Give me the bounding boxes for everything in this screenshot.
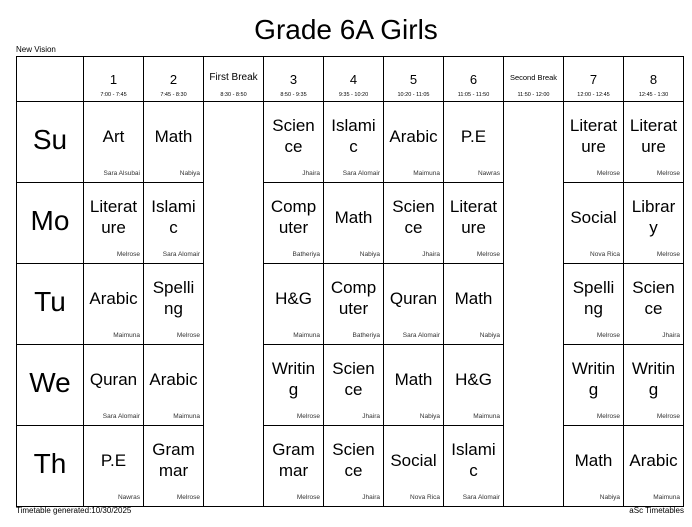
lesson-cell — [564, 183, 624, 264]
subject-name: Writin g — [271, 359, 316, 399]
lesson-cell — [624, 426, 684, 507]
subject-name: Scien ce — [392, 197, 435, 237]
lesson-cell — [624, 183, 684, 264]
lesson-cell — [264, 102, 324, 183]
break-cell — [204, 102, 264, 507]
day-row — [17, 264, 684, 345]
subject-name: Arabic — [89, 288, 138, 308]
subject-name: Scien ce — [332, 440, 375, 480]
subject-name: Literat ure — [569, 116, 618, 156]
teacher-name: Nabiya — [479, 332, 500, 339]
period-header — [624, 57, 684, 102]
lesson-cell — [384, 426, 444, 507]
subject-name: Social — [570, 207, 617, 227]
lesson-cell — [264, 264, 324, 345]
period-header — [264, 57, 324, 102]
lesson-cell — [144, 426, 204, 507]
subject-name: Islami c — [451, 440, 496, 480]
lesson-cell — [84, 426, 144, 507]
lesson-cell — [624, 345, 684, 426]
subject-name: P.E — [100, 450, 127, 470]
day-cell — [17, 102, 84, 183]
period-number: 5 — [409, 72, 418, 87]
teacher-name: Batheriya — [352, 332, 380, 339]
period-header — [564, 57, 624, 102]
lesson-cell — [264, 183, 324, 264]
teacher-name: Nabiya — [599, 494, 620, 501]
lesson-cell — [384, 264, 444, 345]
subject-name: Spelli ng — [152, 278, 195, 318]
period-header — [84, 57, 144, 102]
teacher-name: Jhaira — [422, 251, 440, 258]
subject-name: Librar y — [631, 197, 676, 237]
teacher-name: Melrose — [296, 494, 320, 501]
lesson-cell — [84, 183, 144, 264]
subject-name: Math — [574, 450, 613, 470]
teacher-name: Nabiya — [419, 413, 440, 420]
day-cell — [17, 183, 84, 264]
day-cell — [17, 345, 84, 426]
lesson-cell — [144, 345, 204, 426]
lesson-cell — [444, 426, 504, 507]
lesson-cell — [564, 345, 624, 426]
lesson-cell — [264, 345, 324, 426]
teacher-name: Nabiya — [179, 170, 200, 177]
period-number: 1 — [109, 72, 118, 87]
period-number: 8 — [649, 72, 658, 87]
subject-name: Writin g — [631, 359, 676, 399]
lesson-cell — [564, 102, 624, 183]
lesson-cell — [84, 264, 144, 345]
teacher-name: Nawras — [477, 170, 500, 177]
period-time: 12:45 - 1:30 — [638, 92, 669, 98]
break-header — [504, 57, 564, 102]
subject-name: Scien ce — [272, 116, 315, 156]
subject-name: Scien ce — [332, 359, 375, 399]
period-time: 8:50 - 9:35 — [280, 92, 307, 98]
lesson-cell — [144, 102, 204, 183]
period-time: 12:00 - 12:45 — [577, 92, 610, 98]
lesson-cell — [384, 183, 444, 264]
subject-name: Math — [154, 126, 193, 146]
subject-name: Arabic — [389, 126, 438, 146]
teacher-name: Jhaira — [362, 494, 380, 501]
period-number: 3 — [289, 72, 298, 87]
teacher-name: Maimuna — [113, 332, 140, 339]
break-header — [204, 57, 264, 102]
teacher-name: Melrose — [176, 332, 200, 339]
day-row — [17, 426, 684, 507]
page-title: Grade 6A Girls — [254, 14, 438, 45]
subject-name: H&G — [455, 369, 492, 389]
lesson-cell — [444, 345, 504, 426]
period-header — [144, 57, 204, 102]
break-cell — [504, 102, 564, 507]
period-time: 9:35 - 10:20 — [338, 92, 369, 98]
subject-name: H&G — [275, 288, 312, 308]
subject-name: Literat ure — [449, 197, 498, 237]
subject-name: Literat ure — [629, 116, 678, 156]
teacher-name: Jhaira — [362, 413, 380, 420]
brand-label: aSc Timetables — [629, 506, 684, 515]
teacher-name: Sara Alomair — [402, 332, 440, 339]
lesson-cell — [84, 102, 144, 183]
teacher-name: Melrose — [596, 332, 620, 339]
subject-name: Quran — [389, 288, 438, 308]
period-time: 7:00 - 7:45 — [100, 92, 127, 98]
subject-name: Comp uter — [270, 197, 317, 237]
lesson-cell — [384, 345, 444, 426]
teacher-name: Melrose — [476, 251, 500, 258]
subject-name: Writin g — [571, 359, 616, 399]
teacher-name: Maimuna — [473, 413, 500, 420]
lesson-cell — [444, 102, 504, 183]
subject-name: Social — [390, 450, 437, 470]
subject-name: Gram mar — [272, 440, 315, 480]
lesson-cell — [624, 102, 684, 183]
lesson-cell — [324, 183, 384, 264]
lesson-cell — [84, 345, 144, 426]
subject-name: Math — [454, 288, 493, 308]
lesson-cell — [324, 345, 384, 426]
teacher-name: Sara Alomair — [102, 413, 140, 420]
lesson-cell — [564, 264, 624, 345]
teacher-name: Melrose — [656, 413, 680, 420]
period-time: 10:20 - 11:05 — [397, 92, 430, 98]
lesson-cell — [324, 102, 384, 183]
teacher-name: Nova Rica — [410, 494, 440, 501]
generated-date: Timetable generated:10/30/2025 — [16, 506, 132, 515]
period-time: 11:05 - 11:50 — [457, 92, 490, 98]
period-number: 4 — [349, 72, 358, 87]
subject-name: Islami c — [331, 116, 376, 156]
subject-name: Quran — [89, 369, 138, 389]
lesson-cell — [324, 264, 384, 345]
teacher-name: Sara Alsubai — [103, 170, 140, 177]
teacher-name: Melrose — [596, 413, 620, 420]
subject-name: P.E — [460, 126, 487, 146]
lesson-cell — [264, 426, 324, 507]
period-number: 6 — [469, 72, 478, 87]
lesson-cell — [144, 264, 204, 345]
subject-name: Arabic — [149, 369, 198, 389]
subject-name: Comp uter — [330, 278, 377, 318]
teacher-name: Melrose — [656, 251, 680, 258]
subject-name: Islami c — [151, 197, 196, 237]
teacher-name: Batheriya — [292, 251, 320, 258]
day-row — [17, 102, 684, 183]
day-row — [17, 183, 684, 264]
subject-name: Math — [334, 207, 373, 227]
break-time: 8:30 - 8:50 — [220, 92, 247, 98]
subject-name: Literat ure — [89, 197, 138, 237]
day-name: Mo — [30, 205, 70, 236]
teacher-name: Melrose — [116, 251, 140, 258]
teacher-name: Sara Alomair — [162, 251, 200, 258]
lesson-cell — [444, 264, 504, 345]
subject-name: Gram mar — [152, 440, 195, 480]
period-header — [384, 57, 444, 102]
break-name: First Break — [209, 72, 258, 83]
teacher-name: Melrose — [176, 494, 200, 501]
break-time: 11:50 - 12:00 — [517, 92, 550, 98]
period-time: 7:45 - 8:30 — [160, 92, 187, 98]
lesson-cell — [384, 102, 444, 183]
teacher-name: Jhaira — [302, 170, 320, 177]
corner-cell — [17, 57, 84, 102]
subject-name: Spelli ng — [572, 278, 615, 318]
subject-name: Math — [394, 369, 433, 389]
lesson-cell — [624, 264, 684, 345]
day-row — [17, 345, 684, 426]
header-row — [17, 57, 684, 102]
subject-name: Scien ce — [632, 278, 675, 318]
lesson-cell — [564, 426, 624, 507]
teacher-name: Nova Rica — [590, 251, 620, 258]
day-name: Th — [33, 448, 67, 479]
day-cell — [17, 426, 84, 507]
day-name: Tu — [34, 286, 66, 317]
teacher-name: Maimuna — [293, 332, 320, 339]
teacher-name: Sara Alomair — [342, 170, 380, 177]
lesson-cell — [144, 183, 204, 264]
teacher-name: Maimuna — [173, 413, 200, 420]
timetable-grid — [16, 56, 684, 507]
teacher-name: Melrose — [296, 413, 320, 420]
teacher-name: Jhaira — [662, 332, 680, 339]
period-header — [444, 57, 504, 102]
teacher-name: Maimuna — [653, 494, 680, 501]
teacher-name: Nabiya — [359, 251, 380, 258]
teacher-name: Sara Alomair — [462, 494, 500, 501]
period-header — [324, 57, 384, 102]
period-number: 2 — [169, 72, 178, 87]
day-name: We — [29, 367, 71, 398]
lesson-cell — [324, 426, 384, 507]
teacher-name: Maimuna — [413, 170, 440, 177]
day-cell — [17, 264, 84, 345]
break-name: Second Break — [509, 73, 558, 82]
school-name: New Vision — [16, 45, 56, 54]
day-name: Su — [32, 124, 68, 155]
teacher-name: Melrose — [656, 170, 680, 177]
subject-name: Art — [102, 126, 125, 146]
teacher-name: Nawras — [117, 494, 140, 501]
period-number: 7 — [589, 72, 598, 87]
subject-name: Arabic — [629, 450, 678, 470]
teacher-name: Melrose — [596, 170, 620, 177]
lesson-cell — [444, 183, 504, 264]
